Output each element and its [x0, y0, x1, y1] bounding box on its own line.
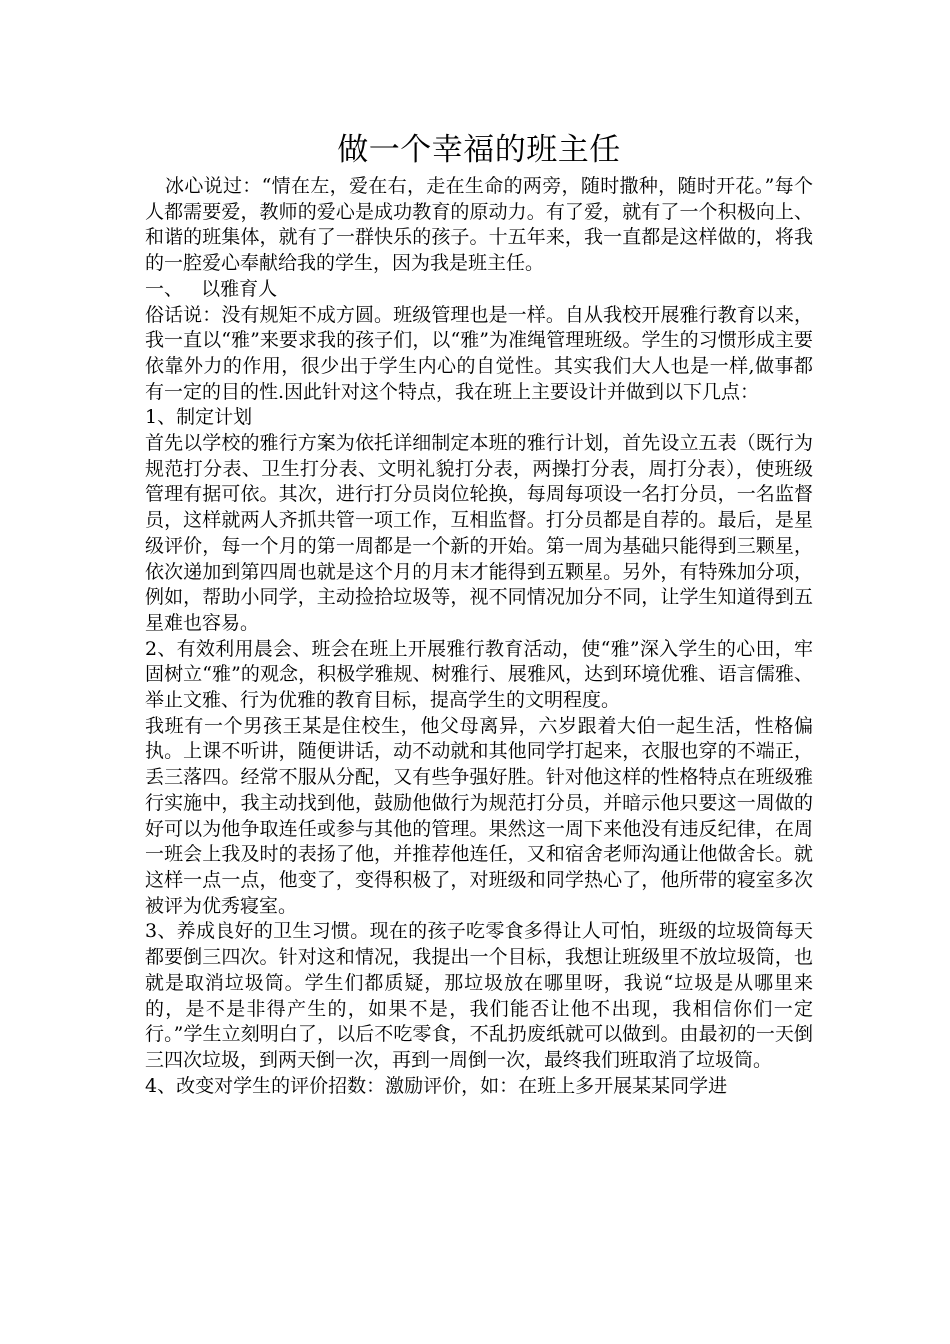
- document-body: [145, 126, 813, 1099]
- document-title: 做一个幸福的班主任: [337, 132, 621, 168]
- point4-paragraph: 4、改变对学生的评价招数：激励评价，如：在班上多开展某某同学进: [145, 1074, 728, 1097]
- section1-intro-paragraph: 俗话说：没有规矩不成方圆。班级管理也是一样。自从我校开展雅行教育以来，我一直以“雅”来要求我的孩子们，以“雅”为准绳管理班级。学生的习惯形成主要依靠外力的作用，很少出于学生内心的自觉性。其实我们大人也是一样,做事都有一定的目的性.因此针对这个特点，我在班上主要设计并做到以下几点：: [145, 303, 813, 403]
- intro-paragraph: 冰心说过：“情在左，爱在右，走在生命的两旁，随时撒种，随时开花。”每个人都需要爱，教师的爱心是成功教育的原动力。有了爱，就有了一个积极向上、和谐的班集体，就有了一群快乐的孩子。十五年来，我一直都是这样做的，将我的一腔爱心奉献给我的学生，因为我是班主任。: [145, 175, 813, 275]
- story-paragraph: 我班有一个男孩王某是住校生，他父母离异，六岁跟着大伯一起生活，性格偏执。上课不听讲，随便讲话，动不动就和其他同学打起来，衣服也穿的不端正，丢三落四。经常不服从分配，又有些争强好胜。针对他这样的性格特点在班级雅行实施中，我主动找到他，鼓励他做行为规范打分员，并暗示他只要这一周做的好可以为他争取连任或参与其他的管理。果然这一周下来他没有违反纪律，在周一班会上我及时的表扬了他，并推荐他连任，又和宿舍老师沟通让他做舍长。就这样一点一点，他变了，变得积极了，对班级和同学热心了，他所带的寝室多次被评为优秀寝室。: [145, 714, 813, 917]
- point2-paragraph: 2、有效利用晨会、班会在班上开展雅行教育活动，使“雅”深入学生的心田，牢固树立“雅”的观念，积极学雅规、树雅行、展雅风，达到环境优雅、语言儒雅、举止文雅、行为优雅的教育目标，提高学生的文明程度。: [145, 637, 813, 712]
- point1-heading: 1、制定计划: [145, 406, 253, 429]
- section1-heading: 一、 以雅育人: [145, 277, 278, 300]
- point3-paragraph: 3、养成良好的卫生习惯。现在的孩子吃零食多得让人可怕，班级的垃圾筒每天都要倒三四次。针对这和情况，我提出一个目标，我想让班级里不放垃圾筒，也就是取消垃圾筒。学生们都质疑，那垃圾放在哪里呀，我说“垃圾是从哪里来的，是不是非得产生的，如果不是，我们能否让他不出现，我相信你们一定行。”学生立刻明白了，以后不吃零食，不乱扔废纸就可以做到。由最初的一天倒三四次垃圾，到两天倒一次，再到一周倒一次，最终我们班取消了垃圾筒。: [145, 920, 813, 1071]
- point1-paragraph: 首先以学校的雅行方案为依托详细制定本班的雅行计划，首先设立五表（既行为规范打分表、卫生打分表、文明礼貌打分表，两操打分表，周打分表），使班级管理有据可依。其次，进行打分员岗位轮换，每周每项设一名打分员，一名监督员，这样就两人齐抓共管一项工作，互相监督。打分员都是自荐的。最后，是星级评价，每一个月的第一周都是一个新的开始。第一周为基础只能得到三颗星，依次递加到第四周也就是这个月的月末才能得到五颗星。另外，有特殊加分项，例如，帮助小同学，主动捡拾垃圾等，视不同情况加分不同，让学生知道得到五星难也容易。: [145, 432, 813, 634]
